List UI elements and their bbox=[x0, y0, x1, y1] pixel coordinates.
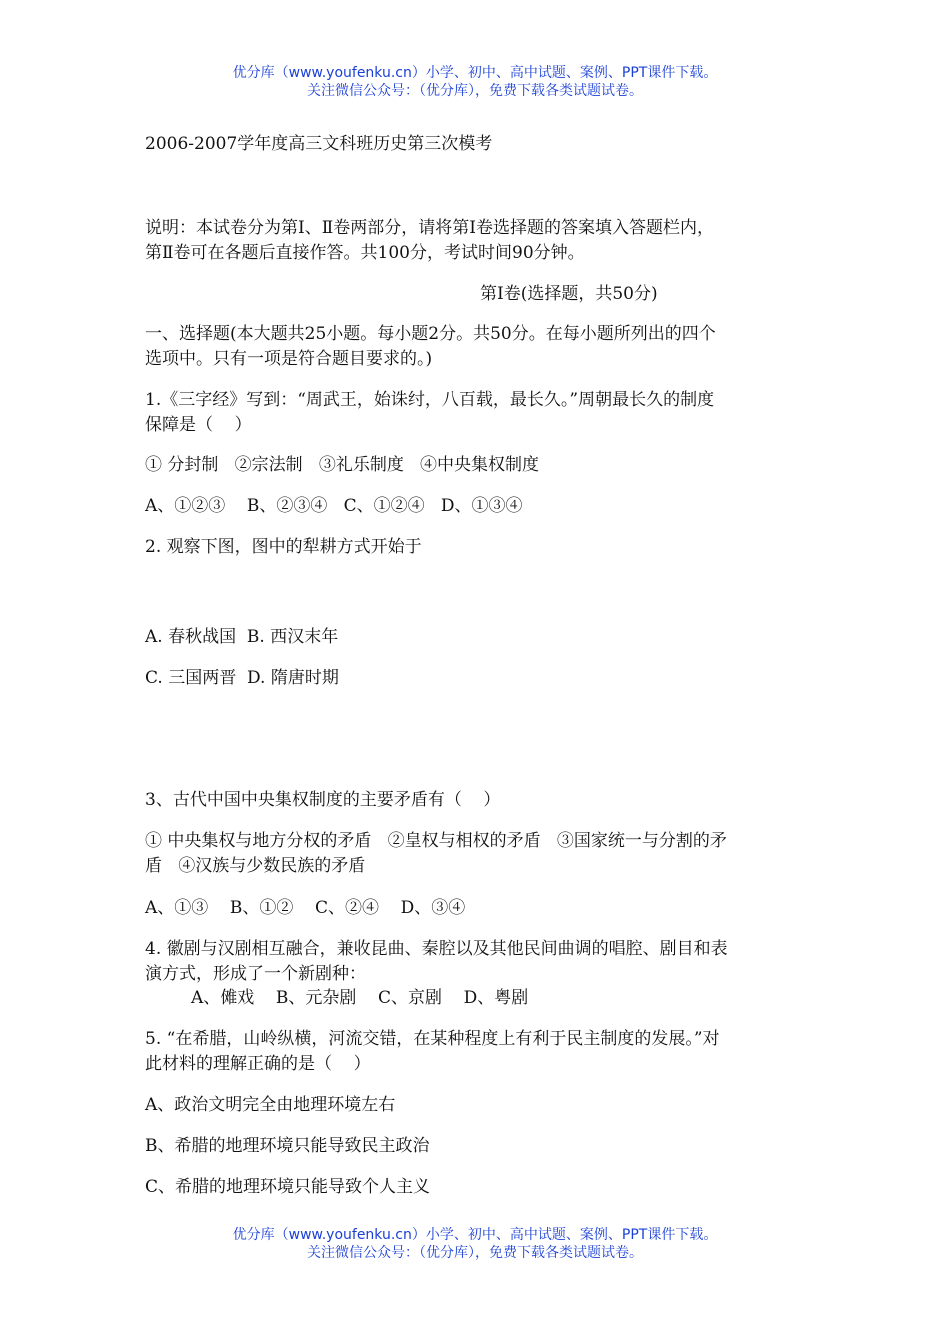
q3-items-line-2: 盾 ④汉族与少数民族的矛盾 bbox=[145, 856, 366, 876]
q3-items-line-1: ① 中央集权与地方分权的矛盾 ②皇权与相权的矛盾 ③国家统一与分割的矛 bbox=[145, 831, 727, 851]
question-1-items: ① 分封制 ②宗法制 ③礼乐制度 ④中央集权制度 bbox=[145, 455, 540, 475]
question-2-stem: 2. 观察下图，图中的犁耕方式开始于 bbox=[145, 537, 422, 557]
footer-banner bbox=[0, 1226, 950, 1262]
header-banner bbox=[0, 64, 950, 100]
question-5-stem bbox=[145, 1027, 810, 1077]
question-2-options-1: A. 春秋战国 B. 西汉末年 bbox=[145, 627, 339, 647]
question-3-options: A、①③ B、①② C、②④ D、③④ bbox=[145, 898, 466, 918]
q5-stem-line-1: 5. “在希腊，山岭纵横，河流交错，在某种程度上有利于民主制度的发展。”对 bbox=[145, 1029, 720, 1049]
instructions-line-2: 第Ⅱ卷可在各题后直接作答。共100分，考试时间90分钟。 bbox=[145, 243, 585, 263]
part-1-line-2: 选项中。只有一项是符合题目要求的。) bbox=[145, 349, 433, 369]
question-5-option-c: C、希腊的地理环境只能导致个人主义 bbox=[145, 1177, 431, 1197]
question-4-options: A、傩戏 B、元杂剧 C、京剧 D、粤剧 bbox=[191, 988, 529, 1008]
q1-stem-line-2: 保障是（ ） bbox=[145, 415, 252, 435]
question-2-options-2: C. 三国两晋 D. 隋唐时期 bbox=[145, 668, 339, 688]
question-1-options: A、①②③ B、②③④ C、①②④ D、①③④ bbox=[145, 496, 523, 516]
section-1-title: 第Ⅰ卷(选择题，共50分) bbox=[480, 284, 658, 304]
exam-instructions bbox=[145, 216, 810, 266]
footer-line-1: 优分库（www.youfenku.cn）小学、初中、高中试题、案例、PPT课件下载。 bbox=[232, 1227, 718, 1243]
q1-stem-line-1: 1.《三字经》写到：“周武王，始诛纣，八百载，最长久。”周朝最长久的制度 bbox=[145, 390, 715, 410]
banner-line-1: 优分库（www.youfenku.cn）小学、初中、高中试题、案例、PPT课件下载。 bbox=[232, 65, 718, 81]
question-3-stem: 3、古代中国中央集权制度的主要矛盾有（ ） bbox=[145, 790, 501, 810]
q4-stem-line-2: 演方式，形成了一个新剧种： bbox=[145, 964, 366, 984]
q4-stem-line-1: 4. 徽剧与汉剧相互融合，兼收昆曲、秦腔以及其他民间曲调的唱腔、剧目和表 bbox=[145, 939, 728, 959]
banner-line-2: 关注微信公众号：（优分库），免费下载各类试题试卷。 bbox=[307, 83, 643, 99]
q5-stem-line-2: 此材料的理解正确的是（ ） bbox=[145, 1054, 371, 1074]
question-5-option-b: B、希腊的地理环境只能导致民主政治 bbox=[145, 1136, 430, 1156]
exam-title: 2006-2007学年度高三文科班历史第三次模考 bbox=[145, 134, 493, 154]
question-1-stem bbox=[145, 388, 810, 438]
question-3-items bbox=[145, 829, 810, 879]
instructions-line-1: 说明：本试卷分为第Ⅰ、Ⅱ卷两部分，请将第Ⅰ卷选择题的答案填入答题栏内， bbox=[145, 218, 714, 238]
question-5-option-a: A、政治文明完全由地理环境左右 bbox=[145, 1095, 396, 1115]
question-4-stem bbox=[145, 937, 810, 987]
footer-line-2: 关注微信公众号：（优分库），免费下载各类试题试卷。 bbox=[307, 1245, 643, 1261]
part-1-line-1: 一、选择题(本大题共25小题。每小题2分。共50分。在每小题所列出的四个 bbox=[145, 324, 716, 344]
part-1-heading bbox=[145, 322, 810, 372]
